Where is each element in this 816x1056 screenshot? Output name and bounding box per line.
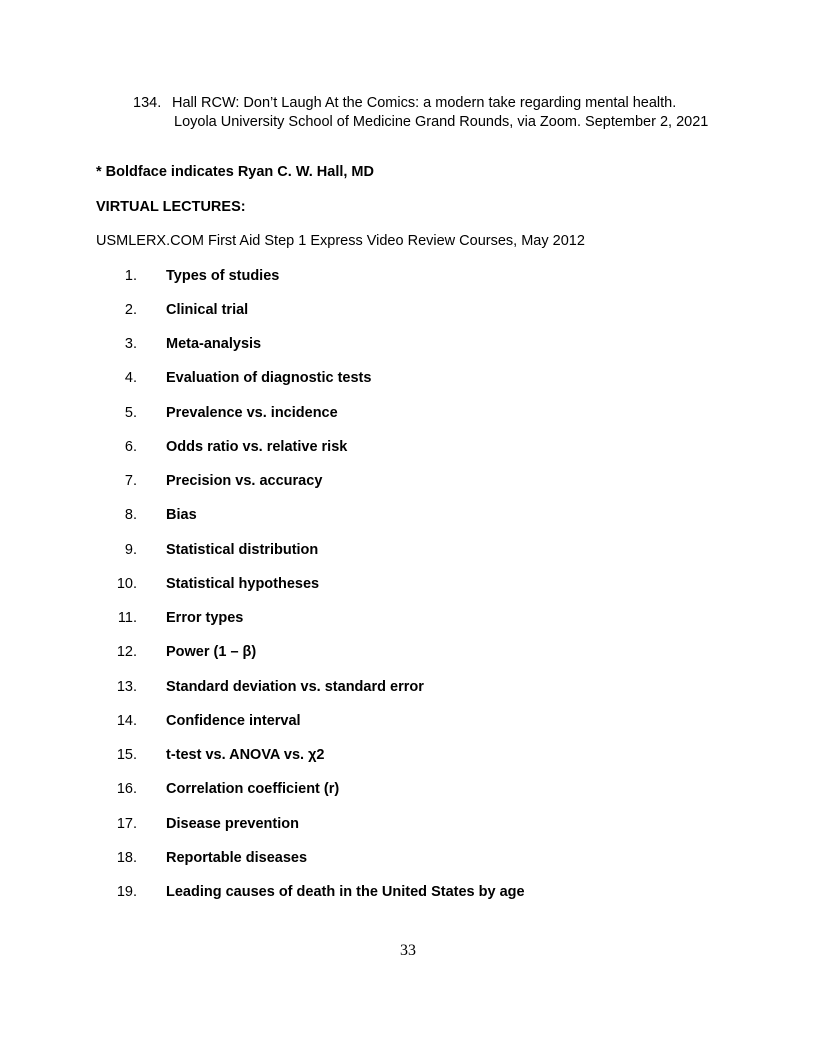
lecture-title: Bias (166, 507, 197, 523)
lecture-title: Standard deviation vs. standard error (166, 679, 424, 695)
lecture-title: Evaluation of diagnostic tests (166, 370, 372, 386)
lecture-title: Statistical hypotheses (166, 576, 320, 592)
lecture-number: 1. (124, 268, 137, 284)
lecture-number: 7. (124, 473, 137, 489)
section-heading: VIRTUAL LECTURES: (96, 199, 246, 215)
lecture-title: Reportable diseases (166, 850, 308, 866)
lecture-number: 12. (116, 644, 137, 660)
lecture-number: 11. (117, 610, 137, 626)
page-number: 33 (400, 942, 416, 959)
lecture-number: 15. (116, 747, 137, 763)
lecture-number: 4. (124, 370, 137, 386)
lecture-number: 3. (124, 336, 137, 352)
lecture-number: 18. (116, 850, 137, 866)
lecture-number: 5. (124, 405, 137, 421)
lecture-title: Error types (166, 610, 244, 626)
lecture-title: Precision vs. accuracy (166, 473, 323, 489)
lecture-title: t-test vs. ANOVA vs. χ2 (166, 747, 325, 763)
lecture-number: 8. (124, 507, 137, 523)
lecture-number: 6. (124, 439, 137, 455)
lecture-title: Clinical trial (166, 302, 249, 318)
lecture-title: Confidence interval (166, 713, 301, 729)
lecture-title: Power (1 – β) (166, 644, 257, 660)
reference-line-1: Hall RCW: Don’t Laugh At the Comics: a modern take regarding mental health. (172, 95, 677, 111)
lecture-number: 14. (116, 713, 137, 729)
lecture-number: 17. (116, 816, 137, 832)
boldface-note: * Boldface indicates Ryan C. W. Hall, MD (96, 164, 374, 180)
reference-line-2: Loyola University School of Medicine Grand Rounds, via Zoom. September 2, 2021 (174, 114, 709, 130)
lecture-title: Correlation coefficient (r) (166, 781, 340, 797)
course-line: USMLERX.COM First Aid Step 1 Express Video Review Courses, May 2012 (96, 233, 585, 249)
lecture-title: Odds ratio vs. relative risk (166, 439, 348, 455)
lecture-title: Statistical distribution (166, 542, 319, 558)
lecture-title: Types of studies (166, 268, 280, 284)
lecture-title: Prevalence vs. incidence (166, 405, 338, 421)
lecture-number: 10. (116, 576, 137, 592)
lecture-number: 2. (124, 302, 137, 318)
lecture-title: Disease prevention (166, 816, 299, 832)
lecture-number: 13. (116, 679, 137, 695)
lecture-number: 9. (124, 542, 137, 558)
lecture-title: Leading causes of death in the United States by age (166, 884, 525, 900)
lecture-number: 16. (116, 781, 137, 797)
lecture-title: Meta-analysis (166, 336, 262, 352)
lecture-number: 19. (116, 884, 137, 900)
reference-number: 134. (133, 95, 162, 111)
